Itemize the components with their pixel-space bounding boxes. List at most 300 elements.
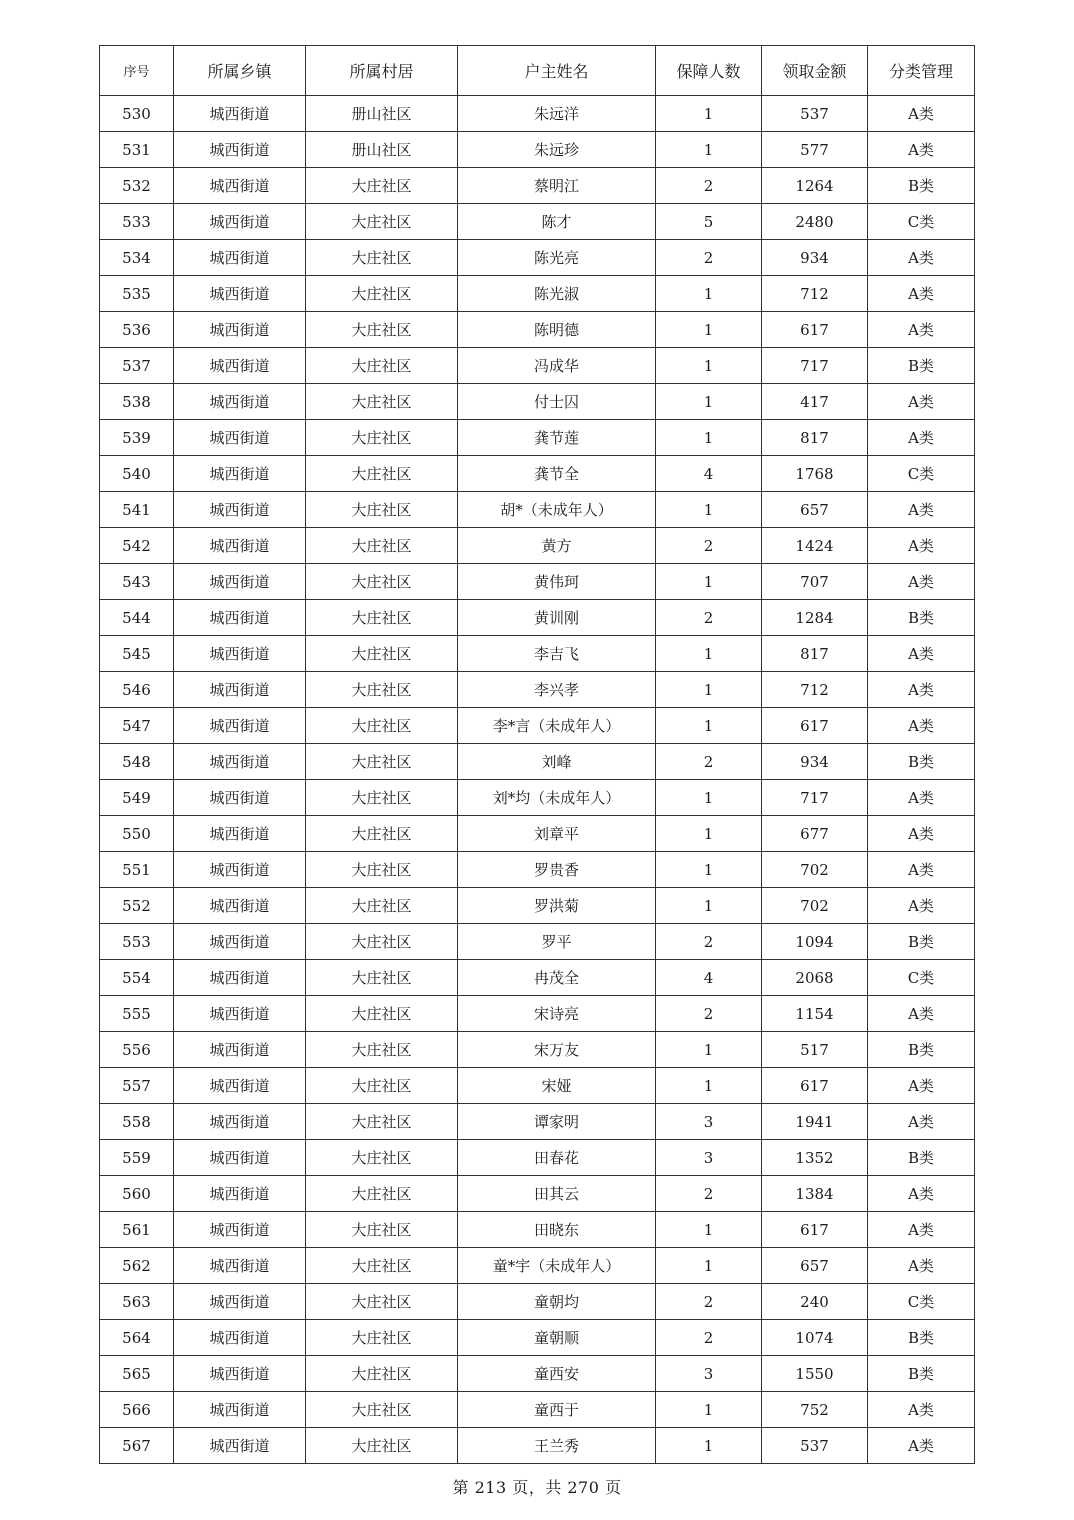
- table-row: [100, 1212, 975, 1248]
- cell-covered-persons: 1: [656, 492, 762, 528]
- cell-amount: 1094: [762, 924, 868, 960]
- table-row: [100, 384, 975, 420]
- cell-village: 大庄社区: [306, 240, 458, 276]
- table-row: [100, 780, 975, 816]
- cell-village: 大庄社区: [306, 600, 458, 636]
- cell-householder-name: 陈光淑: [458, 276, 656, 312]
- cell-village: 大庄社区: [306, 852, 458, 888]
- cell-householder-name: 谭家明: [458, 1104, 656, 1140]
- cell-village: 大庄社区: [306, 456, 458, 492]
- cell-covered-persons: 4: [656, 960, 762, 996]
- cell-amount: 707: [762, 564, 868, 600]
- cell-township: 城西街道: [174, 708, 306, 744]
- cell-village: 大庄社区: [306, 564, 458, 600]
- cell-householder-name: 童朝顺: [458, 1320, 656, 1356]
- cell-covered-persons: 2: [656, 744, 762, 780]
- table-row: [100, 1320, 975, 1356]
- cell-amount: 617: [762, 1212, 868, 1248]
- table-row: [100, 1140, 975, 1176]
- cell-serial-number: 560: [100, 1176, 174, 1212]
- cell-village: 大庄社区: [306, 420, 458, 456]
- cell-category: C类: [868, 1284, 975, 1320]
- cell-category: A类: [868, 312, 975, 348]
- table-row: [100, 492, 975, 528]
- cell-category: B类: [868, 1356, 975, 1392]
- cell-covered-persons: 1: [656, 636, 762, 672]
- cell-serial-number: 547: [100, 708, 174, 744]
- cell-amount: 617: [762, 708, 868, 744]
- cell-township: 城西街道: [174, 1392, 306, 1428]
- cell-category: A类: [868, 1248, 975, 1284]
- cell-village: 册山社区: [306, 132, 458, 168]
- header-householder-name: 户主姓名: [458, 46, 656, 96]
- cell-category: B类: [868, 744, 975, 780]
- cell-township: 城西街道: [174, 600, 306, 636]
- cell-village: 册山社区: [306, 96, 458, 132]
- cell-category: A类: [868, 132, 975, 168]
- cell-village: 大庄社区: [306, 816, 458, 852]
- cell-householder-name: 付士囚: [458, 384, 656, 420]
- cell-serial-number: 538: [100, 384, 174, 420]
- cell-serial-number: 541: [100, 492, 174, 528]
- cell-covered-persons: 1: [656, 1032, 762, 1068]
- cell-village: 大庄社区: [306, 204, 458, 240]
- cell-covered-persons: 2: [656, 600, 762, 636]
- cell-village: 大庄社区: [306, 1104, 458, 1140]
- cell-serial-number: 534: [100, 240, 174, 276]
- cell-householder-name: 罗贵香: [458, 852, 656, 888]
- cell-amount: 617: [762, 1068, 868, 1104]
- cell-covered-persons: 1: [656, 1248, 762, 1284]
- cell-householder-name: 李*言（未成年人）: [458, 708, 656, 744]
- cell-covered-persons: 1: [656, 96, 762, 132]
- cell-serial-number: 548: [100, 744, 174, 780]
- cell-serial-number: 533: [100, 204, 174, 240]
- cell-amount: 817: [762, 420, 868, 456]
- cell-village: 大庄社区: [306, 1356, 458, 1392]
- table-row: [100, 636, 975, 672]
- cell-township: 城西街道: [174, 1284, 306, 1320]
- table-row: [100, 348, 975, 384]
- cell-covered-persons: 1: [656, 420, 762, 456]
- cell-village: 大庄社区: [306, 348, 458, 384]
- cell-amount: 617: [762, 312, 868, 348]
- cell-township: 城西街道: [174, 636, 306, 672]
- cell-householder-name: 朱远洋: [458, 96, 656, 132]
- cell-category: A类: [868, 1104, 975, 1140]
- cell-category: A类: [868, 780, 975, 816]
- cell-category: A类: [868, 888, 975, 924]
- cell-village: 大庄社区: [306, 384, 458, 420]
- cell-category: A类: [868, 1392, 975, 1428]
- cell-township: 城西街道: [174, 1032, 306, 1068]
- table-row: [100, 744, 975, 780]
- cell-amount: 934: [762, 240, 868, 276]
- cell-township: 城西街道: [174, 384, 306, 420]
- cell-covered-persons: 1: [656, 1212, 762, 1248]
- cell-covered-persons: 2: [656, 1320, 762, 1356]
- cell-amount: 1154: [762, 996, 868, 1032]
- cell-serial-number: 562: [100, 1248, 174, 1284]
- table-row: [100, 888, 975, 924]
- table-row: [100, 420, 975, 456]
- cell-covered-persons: 2: [656, 240, 762, 276]
- cell-covered-persons: 3: [656, 1356, 762, 1392]
- cell-category: B类: [868, 1140, 975, 1176]
- cell-covered-persons: 2: [656, 168, 762, 204]
- cell-covered-persons: 3: [656, 1104, 762, 1140]
- cell-village: 大庄社区: [306, 636, 458, 672]
- cell-amount: 517: [762, 1032, 868, 1068]
- cell-township: 城西街道: [174, 348, 306, 384]
- cell-covered-persons: 1: [656, 708, 762, 744]
- cell-category: A类: [868, 996, 975, 1032]
- cell-amount: 537: [762, 96, 868, 132]
- cell-village: 大庄社区: [306, 924, 458, 960]
- cell-category: A类: [868, 852, 975, 888]
- table-row: [100, 1428, 975, 1464]
- cell-householder-name: 宋诗亮: [458, 996, 656, 1032]
- cell-village: 大庄社区: [306, 276, 458, 312]
- cell-serial-number: 559: [100, 1140, 174, 1176]
- table-row: [100, 96, 975, 132]
- cell-township: 城西街道: [174, 1320, 306, 1356]
- cell-amount: 712: [762, 276, 868, 312]
- cell-township: 城西街道: [174, 1248, 306, 1284]
- table-row: [100, 924, 975, 960]
- cell-covered-persons: 1: [656, 780, 762, 816]
- cell-serial-number: 543: [100, 564, 174, 600]
- cell-category: B类: [868, 1032, 975, 1068]
- cell-covered-persons: 1: [656, 276, 762, 312]
- cell-covered-persons: 1: [656, 1392, 762, 1428]
- cell-category: C类: [868, 456, 975, 492]
- table-row: [100, 1356, 975, 1392]
- cell-covered-persons: 1: [656, 1428, 762, 1464]
- cell-township: 城西街道: [174, 924, 306, 960]
- cell-amount: 752: [762, 1392, 868, 1428]
- header-covered-persons: 保障人数: [656, 46, 762, 96]
- cell-amount: 2068: [762, 960, 868, 996]
- cell-serial-number: 565: [100, 1356, 174, 1392]
- cell-township: 城西街道: [174, 456, 306, 492]
- cell-covered-persons: 1: [656, 564, 762, 600]
- cell-township: 城西街道: [174, 96, 306, 132]
- cell-village: 大庄社区: [306, 528, 458, 564]
- table-row: [100, 168, 975, 204]
- cell-category: C类: [868, 960, 975, 996]
- cell-category: A类: [868, 636, 975, 672]
- cell-householder-name: 罗平: [458, 924, 656, 960]
- cell-village: 大庄社区: [306, 1032, 458, 1068]
- cell-amount: 577: [762, 132, 868, 168]
- cell-village: 大庄社区: [306, 888, 458, 924]
- cell-amount: 717: [762, 780, 868, 816]
- cell-category: A类: [868, 528, 975, 564]
- cell-covered-persons: 1: [656, 384, 762, 420]
- cell-serial-number: 554: [100, 960, 174, 996]
- cell-township: 城西街道: [174, 168, 306, 204]
- cell-householder-name: 蔡明江: [458, 168, 656, 204]
- cell-village: 大庄社区: [306, 960, 458, 996]
- cell-amount: 240: [762, 1284, 868, 1320]
- cell-category: B类: [868, 924, 975, 960]
- cell-township: 城西街道: [174, 816, 306, 852]
- cell-category: A类: [868, 1176, 975, 1212]
- cell-serial-number: 535: [100, 276, 174, 312]
- table-row: [100, 1284, 975, 1320]
- cell-category: A类: [868, 240, 975, 276]
- cell-serial-number: 539: [100, 420, 174, 456]
- cell-township: 城西街道: [174, 420, 306, 456]
- cell-householder-name: 龚节莲: [458, 420, 656, 456]
- cell-householder-name: 刘*均（未成年人）: [458, 780, 656, 816]
- cell-covered-persons: 1: [656, 672, 762, 708]
- cell-serial-number: 544: [100, 600, 174, 636]
- cell-covered-persons: 1: [656, 888, 762, 924]
- cell-category: A类: [868, 420, 975, 456]
- cell-householder-name: 朱远珍: [458, 132, 656, 168]
- cell-covered-persons: 2: [656, 924, 762, 960]
- cell-village: 大庄社区: [306, 1248, 458, 1284]
- cell-amount: 657: [762, 1248, 868, 1284]
- table-row: [100, 312, 975, 348]
- cell-serial-number: 530: [100, 96, 174, 132]
- cell-serial-number: 536: [100, 312, 174, 348]
- cell-serial-number: 561: [100, 1212, 174, 1248]
- cell-amount: 1941: [762, 1104, 868, 1140]
- cell-township: 城西街道: [174, 312, 306, 348]
- cell-serial-number: 546: [100, 672, 174, 708]
- table-row: [100, 240, 975, 276]
- cell-serial-number: 532: [100, 168, 174, 204]
- cell-serial-number: 549: [100, 780, 174, 816]
- cell-township: 城西街道: [174, 1140, 306, 1176]
- cell-householder-name: 童西于: [458, 1392, 656, 1428]
- cell-amount: 1768: [762, 456, 868, 492]
- header-township: 所属乡镇: [174, 46, 306, 96]
- cell-householder-name: 童朝均: [458, 1284, 656, 1320]
- cell-householder-name: 宋万友: [458, 1032, 656, 1068]
- cell-householder-name: 刘峰: [458, 744, 656, 780]
- cell-village: 大庄社区: [306, 996, 458, 1032]
- cell-township: 城西街道: [174, 744, 306, 780]
- cell-township: 城西街道: [174, 1176, 306, 1212]
- table-row: [100, 564, 975, 600]
- cell-category: A类: [868, 672, 975, 708]
- cell-category: C类: [868, 204, 975, 240]
- cell-village: 大庄社区: [306, 744, 458, 780]
- cell-category: A类: [868, 1428, 975, 1464]
- cell-township: 城西街道: [174, 276, 306, 312]
- cell-township: 城西街道: [174, 240, 306, 276]
- header-amount: 领取金额: [762, 46, 868, 96]
- cell-covered-persons: 1: [656, 312, 762, 348]
- cell-householder-name: 李吉飞: [458, 636, 656, 672]
- cell-covered-persons: 5: [656, 204, 762, 240]
- cell-category: A类: [868, 276, 975, 312]
- cell-serial-number: 555: [100, 996, 174, 1032]
- cell-covered-persons: 2: [656, 996, 762, 1032]
- cell-township: 城西街道: [174, 564, 306, 600]
- table-row: [100, 852, 975, 888]
- cell-township: 城西街道: [174, 132, 306, 168]
- cell-amount: 1284: [762, 600, 868, 636]
- cell-township: 城西街道: [174, 888, 306, 924]
- cell-village: 大庄社区: [306, 780, 458, 816]
- cell-amount: 2480: [762, 204, 868, 240]
- cell-covered-persons: 2: [656, 1176, 762, 1212]
- header-serial-number: 序号: [100, 46, 174, 96]
- cell-amount: 702: [762, 888, 868, 924]
- cell-serial-number: 566: [100, 1392, 174, 1428]
- table-row: [100, 1068, 975, 1104]
- cell-covered-persons: 1: [656, 348, 762, 384]
- cell-village: 大庄社区: [306, 672, 458, 708]
- cell-category: A类: [868, 1212, 975, 1248]
- cell-serial-number: 531: [100, 132, 174, 168]
- cell-serial-number: 558: [100, 1104, 174, 1140]
- cell-householder-name: 龚节全: [458, 456, 656, 492]
- cell-householder-name: 王兰秀: [458, 1428, 656, 1464]
- cell-householder-name: 冉茂全: [458, 960, 656, 996]
- cell-township: 城西街道: [174, 1428, 306, 1464]
- table-row: [100, 1104, 975, 1140]
- table-row: [100, 816, 975, 852]
- cell-householder-name: 刘章平: [458, 816, 656, 852]
- cell-amount: 1550: [762, 1356, 868, 1392]
- cell-amount: 712: [762, 672, 868, 708]
- cell-township: 城西街道: [174, 996, 306, 1032]
- cell-serial-number: 564: [100, 1320, 174, 1356]
- cell-householder-name: 田晓东: [458, 1212, 656, 1248]
- cell-serial-number: 540: [100, 456, 174, 492]
- cell-category: A类: [868, 564, 975, 600]
- cell-village: 大庄社区: [306, 312, 458, 348]
- cell-township: 城西街道: [174, 852, 306, 888]
- cell-serial-number: 563: [100, 1284, 174, 1320]
- cell-householder-name: 童西安: [458, 1356, 656, 1392]
- cell-householder-name: 陈才: [458, 204, 656, 240]
- cell-covered-persons: 1: [656, 852, 762, 888]
- cell-amount: 537: [762, 1428, 868, 1464]
- header-category: 分类管理: [868, 46, 975, 96]
- cell-serial-number: 537: [100, 348, 174, 384]
- table-row: [100, 456, 975, 492]
- cell-amount: 1424: [762, 528, 868, 564]
- cell-village: 大庄社区: [306, 1140, 458, 1176]
- cell-serial-number: 567: [100, 1428, 174, 1464]
- cell-category: A类: [868, 1068, 975, 1104]
- table-row: [100, 204, 975, 240]
- cell-category: A类: [868, 492, 975, 528]
- cell-covered-persons: 4: [656, 456, 762, 492]
- assistance-roster-table: [99, 45, 975, 1464]
- cell-amount: 657: [762, 492, 868, 528]
- cell-township: 城西街道: [174, 1212, 306, 1248]
- cell-serial-number: 552: [100, 888, 174, 924]
- cell-township: 城西街道: [174, 204, 306, 240]
- cell-covered-persons: 1: [656, 132, 762, 168]
- cell-covered-persons: 2: [656, 528, 762, 564]
- cell-serial-number: 557: [100, 1068, 174, 1104]
- cell-householder-name: 黄训刚: [458, 600, 656, 636]
- cell-village: 大庄社区: [306, 1176, 458, 1212]
- cell-township: 城西街道: [174, 672, 306, 708]
- cell-village: 大庄社区: [306, 1212, 458, 1248]
- cell-serial-number: 542: [100, 528, 174, 564]
- cell-category: B类: [868, 348, 975, 384]
- cell-amount: 817: [762, 636, 868, 672]
- cell-covered-persons: 2: [656, 1284, 762, 1320]
- cell-category: B类: [868, 600, 975, 636]
- cell-township: 城西街道: [174, 780, 306, 816]
- cell-householder-name: 黄方: [458, 528, 656, 564]
- cell-amount: 717: [762, 348, 868, 384]
- cell-category: A类: [868, 96, 975, 132]
- cell-category: A类: [868, 816, 975, 852]
- cell-serial-number: 551: [100, 852, 174, 888]
- cell-amount: 1384: [762, 1176, 868, 1212]
- table-header-row: [100, 46, 975, 96]
- cell-village: 大庄社区: [306, 1392, 458, 1428]
- cell-householder-name: 黄伟珂: [458, 564, 656, 600]
- cell-village: 大庄社区: [306, 1428, 458, 1464]
- table-row: [100, 132, 975, 168]
- table-row: [100, 1392, 975, 1428]
- cell-householder-name: 李兴孝: [458, 672, 656, 708]
- cell-householder-name: 宋娅: [458, 1068, 656, 1104]
- cell-village: 大庄社区: [306, 492, 458, 528]
- table-row: [100, 1176, 975, 1212]
- cell-covered-persons: 1: [656, 1068, 762, 1104]
- table-row: [100, 672, 975, 708]
- cell-village: 大庄社区: [306, 168, 458, 204]
- table-row: [100, 708, 975, 744]
- cell-householder-name: 胡*（未成年人）: [458, 492, 656, 528]
- cell-amount: 934: [762, 744, 868, 780]
- table-row: [100, 276, 975, 312]
- table-row: [100, 1032, 975, 1068]
- cell-village: 大庄社区: [306, 708, 458, 744]
- cell-covered-persons: 3: [656, 1140, 762, 1176]
- cell-householder-name: 罗洪菊: [458, 888, 656, 924]
- cell-covered-persons: 1: [656, 816, 762, 852]
- cell-township: 城西街道: [174, 1104, 306, 1140]
- cell-township: 城西街道: [174, 492, 306, 528]
- cell-serial-number: 545: [100, 636, 174, 672]
- cell-serial-number: 553: [100, 924, 174, 960]
- cell-householder-name: 冯成华: [458, 348, 656, 384]
- cell-amount: 417: [762, 384, 868, 420]
- cell-village: 大庄社区: [306, 1284, 458, 1320]
- table-row: [100, 1248, 975, 1284]
- cell-serial-number: 556: [100, 1032, 174, 1068]
- cell-householder-name: 陈明德: [458, 312, 656, 348]
- cell-category: B类: [868, 1320, 975, 1356]
- cell-amount: 1074: [762, 1320, 868, 1356]
- cell-amount: 1352: [762, 1140, 868, 1176]
- table-body: [100, 96, 975, 1464]
- cell-amount: 1264: [762, 168, 868, 204]
- cell-township: 城西街道: [174, 1356, 306, 1392]
- cell-township: 城西街道: [174, 528, 306, 564]
- cell-category: A类: [868, 708, 975, 744]
- table-row: [100, 996, 975, 1032]
- cell-township: 城西街道: [174, 1068, 306, 1104]
- cell-householder-name: 陈光亮: [458, 240, 656, 276]
- cell-serial-number: 550: [100, 816, 174, 852]
